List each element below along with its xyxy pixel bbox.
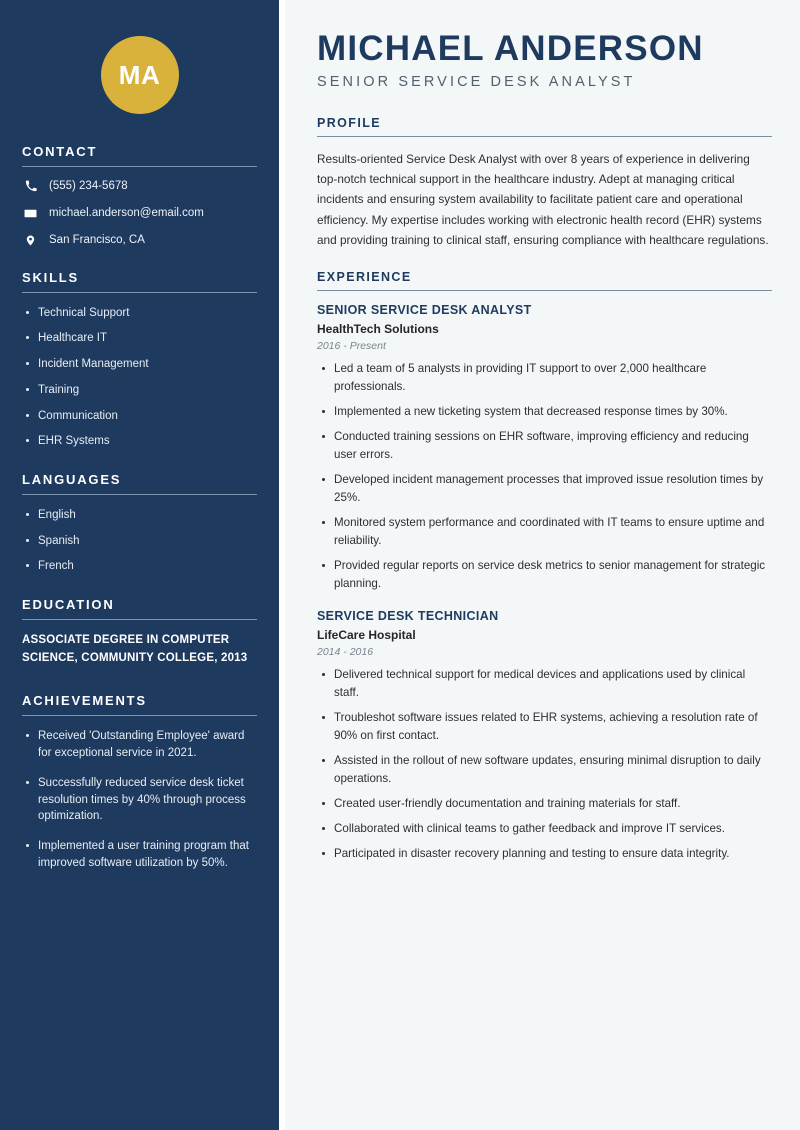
list-item: Training: [22, 382, 257, 399]
skills-divider: [22, 292, 257, 293]
envelope-icon: [22, 207, 39, 220]
contact-item-location[interactable]: [22, 233, 257, 248]
education-heading: EDUCATION: [22, 596, 115, 612]
list-item: EHR Systems: [22, 433, 257, 450]
experience-company: HealthTech Solutions: [317, 322, 439, 337]
skills-section: [22, 270, 257, 450]
experience-dates: 2016 - Present: [317, 340, 386, 353]
list-item: French: [22, 558, 257, 575]
sidebar: [0, 0, 279, 1130]
profile-text: Results-oriented Service Desk Analyst with over 8 years of experience in delivering top-notch technical support in the healthcare industry. Adept at managing critical incidents and ensuring system availability to facilitate patient care and operational efficiency. My expertise includes working with electronic health record (EHR) systems and providing training to clinical staff, ensuring compliance with healthcare regulations.: [317, 151, 769, 247]
list-item: Implemented a user training program that improved software utilization by 50%.: [22, 838, 257, 871]
experience-section: [317, 270, 772, 862]
list-item: Conducted training sessions on EHR software, improving efficiency and reducing user errors.: [317, 428, 772, 464]
languages-section: [22, 472, 257, 575]
list-item: Collaborated with clinical teams to gather feedback and improve IT services.: [317, 820, 772, 838]
experience-company: LifeCare Hospital: [317, 627, 416, 642]
experience-bullets: [317, 666, 772, 863]
list-item: Troubleshot software issues related to EHR systems, achieving a resolution rate of 90% on first contact.: [317, 709, 772, 745]
avatar: MA: [101, 36, 179, 114]
list-item: Incident Management: [22, 356, 257, 373]
experience-heading: EXPERIENCE: [317, 270, 412, 285]
list-item: Successfully reduced service desk ticket resolution times by 40% through process optimization.: [22, 775, 257, 825]
education-entry: ASSOCIATE DEGREE IN COMPUTER SCIENCE, COMMUNITY COLLEGE, 2013: [22, 633, 248, 664]
list-item: Technical Support: [22, 305, 257, 322]
experience-bullets: [317, 360, 772, 593]
contact-section: [22, 144, 257, 248]
list-item: Delivered technical support for medical devices and applications used by clinical staff.: [317, 666, 772, 702]
experience-entry: [317, 303, 772, 593]
achievements-section: [22, 693, 257, 871]
list-item: Healthcare IT: [22, 330, 257, 347]
achievements-divider: [22, 715, 257, 716]
list-item: Implemented a new ticketing system that decreased response times by 30%.: [317, 403, 772, 421]
list-item: Participated in disaster recovery planning and testing to ensure data integrity.: [317, 845, 772, 863]
profile-heading: PROFILE: [317, 115, 381, 130]
contact-item-email[interactable]: [22, 206, 257, 221]
list-item: Received 'Outstanding Employee' award for exceptional service in 2021.: [22, 728, 257, 761]
list-item: Developed incident management processes that improved issue resolution times by 25%.: [317, 471, 772, 507]
contact-heading: CONTACT: [22, 144, 98, 159]
main-content: [285, 0, 800, 1130]
contact-divider: [22, 166, 257, 167]
location-pin-icon: [22, 234, 39, 247]
experience-role: SENIOR SERVICE DESK ANALYST: [317, 303, 532, 318]
experience-divider: [317, 290, 772, 291]
list-item: English: [22, 507, 257, 524]
profile-divider: [317, 136, 772, 137]
profile-section: [317, 116, 772, 250]
list-item: Monitored system performance and coordinated with IT teams to ensure uptime and reliability.: [317, 514, 772, 550]
achievements-heading: ACHIEVEMENTS: [22, 693, 147, 709]
languages-list: [22, 507, 257, 575]
contact-email-value: michael.anderson@email.com: [49, 206, 204, 219]
contact-phone-value: (555) 234-5678: [49, 180, 128, 192]
list-item: Assisted in the rollout of new software updates, ensuring minimal disruption to daily operations.: [317, 752, 772, 788]
achievements-list: [22, 728, 257, 871]
experience-entry: [317, 609, 772, 863]
avatar-container: [22, 0, 257, 144]
list-item: Created user-friendly documentation and training materials for staff.: [317, 795, 772, 813]
languages-heading: LANGUAGES: [22, 471, 122, 487]
experience-role: SERVICE DESK TECHNICIAN: [317, 608, 499, 623]
list-item: Communication: [22, 408, 257, 425]
page-title: MICHAEL ANDERSON: [317, 29, 704, 68]
contact-list: [22, 179, 257, 248]
languages-divider: [22, 494, 257, 495]
skills-list: [22, 305, 257, 450]
headline: SENIOR SERVICE DESK ANALYST: [317, 73, 636, 90]
list-item: Spanish: [22, 533, 257, 550]
skills-heading: SKILLS: [22, 269, 80, 285]
phone-icon: [22, 180, 39, 192]
contact-location-value: San Francisco, CA: [49, 233, 145, 246]
experience-dates: 2014 - 2016: [317, 645, 374, 658]
education-divider: [22, 619, 257, 620]
education-section: [22, 597, 257, 668]
list-item: Led a team of 5 analysts in providing IT support to over 2,000 healthcare professionals.: [317, 360, 772, 396]
list-item: Provided regular reports on service desk metrics to senior management for strategic planning.: [317, 557, 772, 593]
contact-item-phone[interactable]: [22, 179, 257, 194]
